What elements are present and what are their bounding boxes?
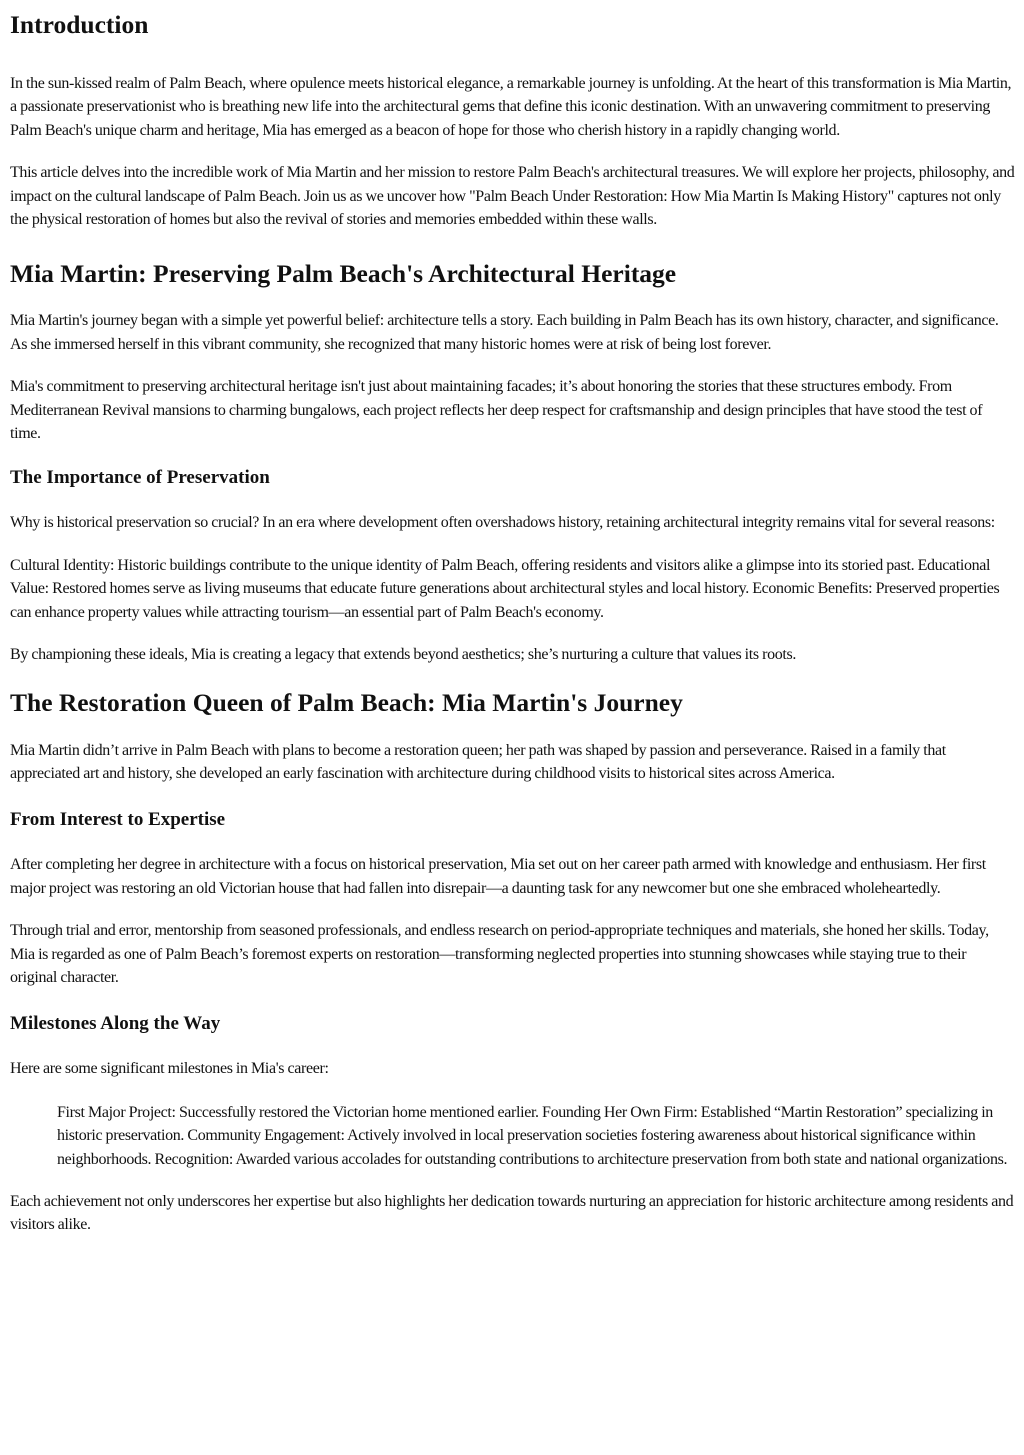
heading-milestones: Milestones Along the Way (10, 1013, 221, 1035)
heritage-paragraph-1: Mia Martin's journey began with a simple yet powerful belief: architecture tells a story. Each building in Palm Beach has its own history, character, and significance. As she immersed herself in this vibrant community, she recognized that many historic homes were at risk of being lost forever. (10, 312, 999, 353)
importance-paragraph-1: Why is historical preservation so crucial? In an era where development often overshadows history, retaining architectural integrity remains vital for several reasons: (10, 514, 995, 532)
expertise-paragraph-1: After completing her degree in architecture with a focus on historical preservation, Mia set out on her career path armed with knowledge and enthusiasm. Her first major project was restoring an old Victorian house that had fallen into disrepair—a daunting task for any newcomer but one she embraced wholeheartedly. (10, 856, 986, 897)
importance-paragraph-3: By championing these ideals, Mia is creating a legacy that extends beyond aesthetics; she’s nurturing a culture that values its roots. (10, 646, 796, 664)
heritage-paragraph-2: Mia's commitment to preserving architectural heritage isn't just about maintaining facades; it’s about honoring the stories that these structures embody. From Mediterranean Revival mansions to charming bungalows, each project reflects her deep respect for craftsmanship and design principles that have stood the test of time. (10, 378, 983, 443)
heading-journey: The Restoration Queen of Palm Beach: Mia Martin's Journey (10, 687, 683, 717)
milestones-paragraph-2: Each achievement not only underscores her expertise but also highlights her dedication towards nurturing an appreciation for historic architecture among residents and visitors alike. (10, 1192, 1014, 1234)
heading-heritage: Mia Martin: Preserving Palm Beach's Architectural Heritage (10, 259, 677, 289)
intro-paragraph-2: This article delves into the incredible work of Mia Martin and her mission to restore Palm Beach's architectural treasures. We will explore her projects, philosophy, and impact on the cultural landscape of Palm Beach. Join us as we uncover how "Palm Beach Under Restoration: How Mia Martin Is Making History" captures not only the physical restoration of homes but also the revival of stories and memories embedded within these walls. (10, 164, 1015, 229)
article (0, 9, 1024, 1237)
importance-paragraph-2: Cultural Identity: Historic buildings contribute to the unique identity of Palm Beach, offering residents and visitors alike a glimpse into its storied past. Educational Value: Restored homes serve as living museums that educate future generations about architectural styles and local history. Economic Benefits: Preserved properties can enhance property values while attracting tourism—an essential part of Palm Beach's economy. (10, 556, 1000, 621)
intro-paragraph-1: In the sun-kissed realm of Palm Beach, where opulence meets historical elegance, a remarkable journey is unfolding. At the heart of this transformation is Mia Martin, a passionate preservationist who is breathing new life into the architectural gems that define this iconic destination. With an unwavering commitment to preserving Palm Beach's unique charm and heritage, Mia has emerged as a beacon of hope for those who cherish history in a rapidly changing world. (10, 75, 1012, 139)
heading-importance: The Importance of Preservation (10, 467, 270, 489)
heading-introduction: Introduction (10, 10, 149, 39)
expertise-paragraph-2: Through trial and error, mentorship from seasoned professionals, and endless research on period-appropriate techniques and materials, she honed her skills. Today, Mia is regarded as one of Palm Beach’s foremost experts on restoration—transforming neglected properties into stunning showcases while staying true to their original character. (10, 922, 989, 986)
journey-paragraph-1: Mia Martin didn’t arrive in Palm Beach with plans to become a restoration queen; her path was shaped by passion and perseverance. Raised in a family that appreciated art and history, she developed an early fascination with architecture during childhood visits to historical sites across America. (10, 741, 946, 782)
heading-expertise: From Interest to Expertise (10, 809, 226, 831)
milestones-blockquote: First Major Project: Successfully restored the Victorian home mentioned earlier. Founding Her Own Firm: Established “Martin Restoration” specializing in historic preservation. Community Engagement: Actively involved in local preservation societies fostering awareness about historical significance within neighborhoods. Recognition: Awarded various accolades for outstanding contributions to architecture preservation from both state and national organizations. (57, 1103, 1008, 1168)
milestones-paragraph-1: Here are some significant milestones in Mia's career: (10, 1060, 329, 1078)
